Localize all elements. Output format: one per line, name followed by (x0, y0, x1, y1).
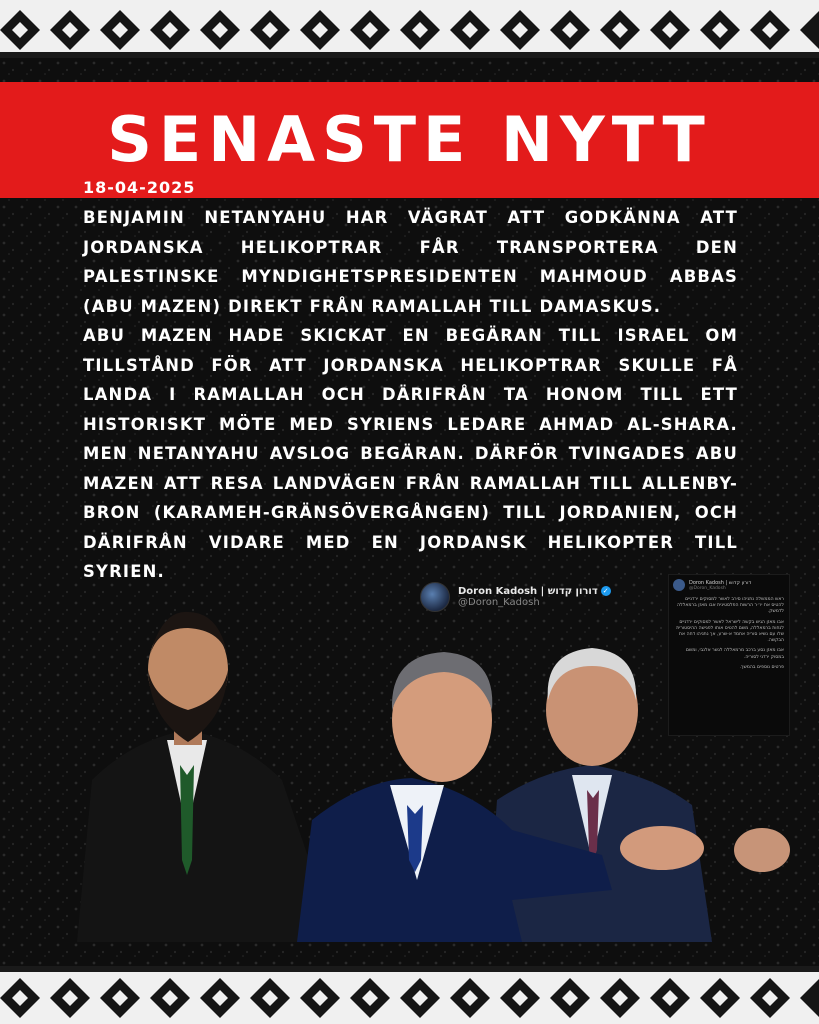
leaders-photo-collage (72, 600, 812, 942)
keffiyeh-pattern-bottom (0, 966, 819, 1024)
avatar (673, 579, 685, 591)
headline-title: SENASTE NYTT (107, 103, 712, 176)
article-paragraph-2: ABU MAZEN HADE SKICKAT EN BEGÄRAN TILL ISRAEL OM TILLSTÅND FÖR ATT JORDANSKA HELIKOPTRAR SKULLE FÅ LANDA I RAMALLAH OCH DÄRIFRÅN TA HONOM TILL ETT HISTORISKT MÖTE MED SYRIENS LEDARE AHMAD AL-SHARA. MEN NETANYAHU AVSLOG BEGÄRAN. DÄRFÖR TVINGADES ABU MAZEN ATT RESA LANDVÄGEN FRÅN RAMALLAH TILL ALLENBY-BRON (KARAMEH-GRÄNSÖVERGÅNGEN) TILL JORDANIEN, OCH DÄRIFRÅN VIDARE MED EN JORDANSK HELIKOPTER TILL SYRIEN. (83, 326, 738, 581)
tweet-handle: @Doron_Kadosh (458, 597, 540, 608)
verified-badge-icon: ✓ (601, 586, 611, 596)
tweet-card-paragraph: אבו מאזן הגיש בקשה לישראל לאשר למסוקים ירדניים לנחות ברמאללה, משם להטיס אותו לפגישה ההיסטורית שלו עם נשיא סוריה אחמד א-שרע, אך נתניהו דחה את הבקשה. (676, 619, 784, 644)
article-body (83, 203, 738, 587)
tweet-card-handle: @Doron_Kadosh (689, 585, 726, 591)
tweet-card-paragraph: ראש הממשלה נתניהו סירב לאשר למסוקים ירדניים להטיס את יו״ר הרשות הפלסטינית אבו מאזן ברמאללה לדמשק. (677, 597, 784, 615)
tweet-card-paragraph: פרטים נוספים בהמשך. (739, 664, 784, 670)
tweet-display-name: Doron Kadosh | דורון קדוש (458, 586, 598, 597)
tweet-card-paragraph: אבו מאזן נסע ברכב מרמאללה לגשר אלנבי, ומשם במסוק ירדני לסוריה. (685, 648, 784, 660)
publish-date: 18-04-2025 (83, 178, 196, 197)
photo-figure-left (77, 612, 337, 942)
tweet-card-name: Doron Kadosh | דורון קדוש (689, 579, 752, 586)
keffiyeh-pattern-top (0, 0, 819, 58)
article-paragraph-1: BENJAMIN NETANYAHU HAR VÄGRAT ATT GODKÄNNA ATT JORDANSKA HELIKOPTRAR FÅR TRANSPORTERA DEN PALESTINSKE MYNDIGHETSPRESIDENTEN MAHMOUD ABBAS (ABU MAZEN) DIREKT FRÅN RAMALLAH TILL DAMASKUS. (83, 208, 738, 316)
